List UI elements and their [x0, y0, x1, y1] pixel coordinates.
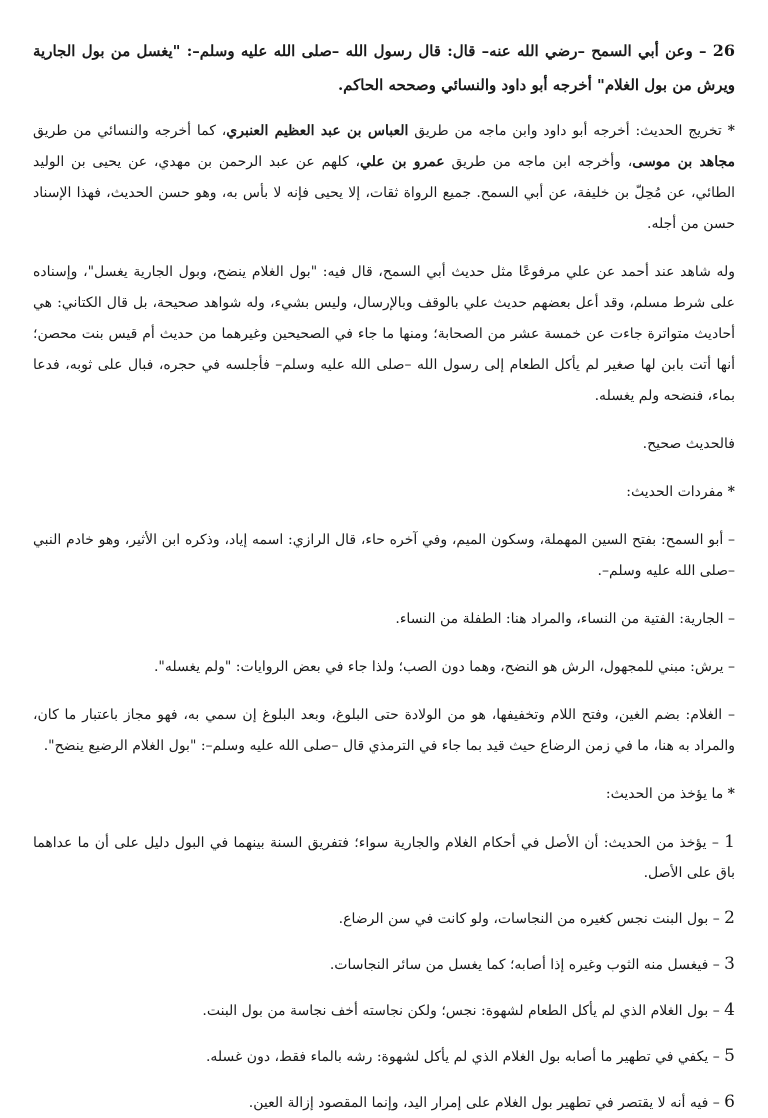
item-text: – يؤخذ من الحديث: أن الأصل في أحكام الغلام والجارية سواء؛ فتفريق السنة بينهما في البول دليل على أن ما عداهما باق على الأصل.	[33, 835, 735, 881]
item-text: – فيه أنه لا يقتصر في تطهير بول الغلام على إمرار اليد، وإنما المقصود إزالة العين.	[248, 1095, 725, 1111]
mufradat-item: – الجارية: الفتية من النساء، والمراد هنا: الطفلة من النساء.	[395, 611, 735, 627]
takhrij-text-2: ، كما أخرجه والنسائي من طريق	[33, 123, 227, 139]
narrator-mujahid: مجاهد بن موسى	[632, 154, 735, 170]
item-number: 3	[724, 954, 735, 974]
mufradat-heading-text: مفردات الحديث:	[626, 484, 728, 500]
fawaid-heading	[33, 779, 735, 810]
fawaid-item	[33, 949, 735, 980]
fawaid-item	[33, 903, 735, 934]
takhrij-star: *	[727, 123, 735, 139]
takhrij-paragraph	[33, 116, 735, 240]
hadith-body: – وعن أبي السمح –رضي الله عنه– قال: قال رسول الله –صلى الله عليه وسلم–: "يغسل من بول الجارية ويرش من بول الغلام" أخرجه أبو داود والنسائي وصححه الحاكم.	[33, 42, 735, 94]
mufradat-star: *	[727, 484, 735, 500]
hadith-text	[33, 34, 735, 102]
item-text: – بول الغلام الذي لم يأكل الطعام لشهوة: نجس؛ ولكن نجاسته أخف نجاسة من بول البنت.	[202, 1003, 725, 1019]
takhrij-text-4: ، كلهم عن عبد الرحمن بن مهدي، عن يحيى بن الوليد الطائي، عن مُحِلّ بن خليفة، عن أبي السمح. جميع الرواة ثقات، إلا يحيى فإنه لا بأس به، وهو حسن الحديث، فهذا الإسناد حسن من أجله.	[33, 154, 735, 232]
fawaid-item	[33, 827, 735, 888]
narrator-amr: عمرو بن علي	[360, 154, 445, 170]
fawaid-item	[33, 1041, 735, 1072]
item-number: 6	[724, 1092, 735, 1112]
item-number: 4	[724, 1000, 735, 1020]
item-text: – يكفي في تطهير ما أصابه بول الغلام الذي لم يأكل لشهوة: رشه بالماء فقط، دون غسله.	[205, 1049, 725, 1065]
fawaid-star: *	[727, 786, 735, 802]
takhrij-text-3: ، وأخرجه ابن ماجه من طريق	[444, 154, 633, 170]
fawaid-item	[33, 995, 735, 1026]
mufradat-heading	[33, 477, 735, 508]
mufradat-item: – الغلام: بضم الغين، وفتح اللام وتخفيفها، هو من الولادة حتى البلوغ، وبعد البلوغ إن سمي به، فهو مجاز باعتبار ما كان، والمراد به هنا، ما في زمن الرضاع حيث قيد بما جاء في الترمذي قال –صلى الله عليه وسلم–: "بول الغلام الرضيع ينضح".	[33, 707, 735, 754]
verdict-paragraph: فالحديث صحيح.	[642, 436, 735, 452]
item-number: 1	[724, 832, 735, 852]
fawaid-item	[33, 1087, 735, 1118]
item-number: 2	[724, 908, 735, 928]
mufradat-item: – أبو السمح: بفتح السين المهملة، وسكون الميم، وفي آخره حاء، قال الرازي: اسمه إياد، وذكره ابن الأثير، وهو خادم النبي –صلى الله عليه وسلم–.	[33, 532, 735, 579]
hadith-number: 26	[712, 41, 735, 60]
fawaid-heading-text: ما يؤخذ من الحديث:	[605, 786, 728, 802]
shahid-paragraph: وله شاهد عند أحمد عن علي مرفوعًا مثل حديث أبي السمح، قال فيه: "بول الغلام ينضح، وبول الجارية يغسل"، وإسناده على شرط مسلم، وقد أعل بعضهم حديث علي بالوقف وبالإرسال، وليس بشيء، وله شواهد صحيحة، بل قال الكتاني: هي أحاديث متواترة جاءت عن خمسة عشر من الصحابة؛ ومنها ما جاء في الصحيحين وغيرهما من حديث أم قيس بنت محصن؛ أنها أتت بابن لها صغير لم يأكل الطعام إلى رسول الله –صلى الله عليه وسلم– فأجلسه في حجره، فبال على ثوبه، فدعا بماء، فنضحه ولم يغسله.	[33, 264, 735, 404]
item-text: – فيغسل منه الثوب وغيره إذا أصابه؛ كما يغسل من سائر النجاسات.	[329, 957, 725, 973]
takhrij-text-1: تخريج الحديث: أخرجه أبو داود وابن ماجه من طريق	[408, 123, 728, 139]
item-number: 5	[724, 1046, 735, 1066]
mufradat-item: – يرش: مبني للمجهول، الرش هو النضح، وهما دون الصب؛ ولذا جاء في بعض الروايات: "ولم يغسله".	[153, 659, 735, 675]
item-text: – بول البنت نجس كغيره من النجاسات، ولو كانت في سن الرضاع.	[338, 911, 725, 927]
narrator-abbas: العباس بن عبد العظيم العنبري	[226, 123, 409, 139]
